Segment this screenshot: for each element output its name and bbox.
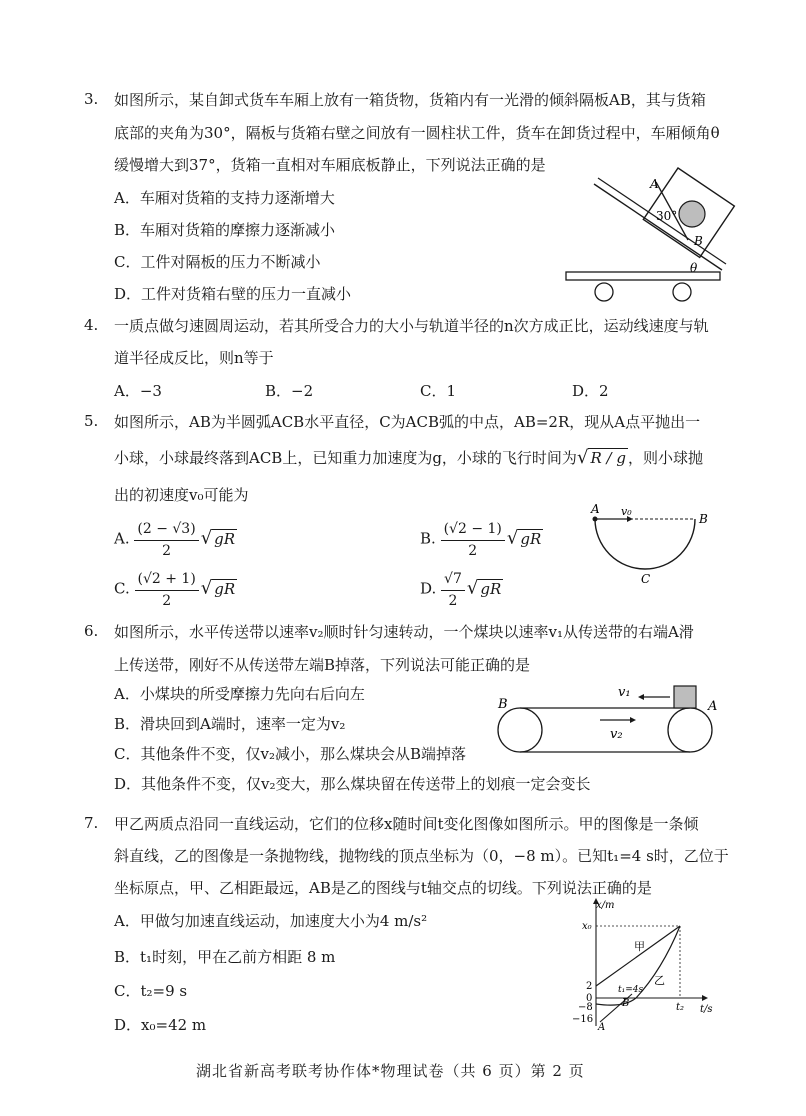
q6-option-d: D．其他条件不变，仅v₂变大，那么煤块留在传送带上的划痕一定会变长 [114, 775, 591, 793]
q5-root-expression: R / g [590, 449, 626, 467]
q6-number: 6. [84, 622, 99, 640]
q7-option-d: D．x₀=42 m [114, 1016, 207, 1034]
page-footer: 湖北省新高考联考协作体*物理试卷（共 6 页）第 2 页 [196, 1062, 585, 1080]
sqrt-icon: √ [576, 447, 589, 468]
q6-option-b: B．滑块回到A端时，速率一定为v₂ [114, 715, 346, 733]
q3-line-2: 底部的夹角为30°，隔板与货箱右壁之间放有一圆柱状工件，货车在卸货过程中，车厢倾角θ [114, 124, 720, 142]
q5-line-2-tail: ，则小球抛 [627, 449, 703, 467]
q5-option-a-label: A. [114, 529, 130, 548]
q3-option-c: C．工件对隔板的压力不断减小 [114, 253, 321, 271]
graph-label-t2: t₂ [676, 1002, 685, 1013]
graph-label-yi: 乙 [654, 974, 665, 987]
fig3-label-b: B [694, 234, 703, 248]
graph-tlabel: t/s [700, 1004, 713, 1015]
q6-option-a: A．小煤块的所受摩擦力先向右后向左 [114, 685, 365, 703]
q4-line-1: 一质点做匀速圆周运动，若其所受合力的大小与轨道半径的n次方成正比，运动线速度与轨 [114, 317, 709, 335]
graph-label-a: A [598, 1022, 606, 1033]
cylinder-workpiece [679, 201, 705, 227]
point-a [593, 517, 598, 522]
q5-option-d: D. $\frac{√7}{2}$ √ gR [420, 568, 503, 611]
fig5-label-a: A [591, 502, 600, 516]
q7-option-b: B．t₁时刻，甲在乙前方相距 8 m [114, 948, 336, 966]
q5-option-c: C. $\frac{(√2 + 1)}{2}$ √ gR [114, 568, 237, 611]
q3-line-1: 如图所示，某自卸式货车车厢上放有一箱货物，货箱内有一光滑的倾斜隔板AB，其与货箱 [114, 91, 706, 109]
q5-option-c-label: C. [114, 579, 130, 598]
fig6-label-b: B [498, 697, 508, 712]
q3-option-a: A．车厢对货箱的支持力逐渐增大 [114, 189, 335, 207]
q3-truck-figure [560, 170, 730, 305]
q7-option-c: C．t₂=9 s [114, 982, 188, 1000]
q3-number: 3. [84, 90, 99, 108]
graph-tick-m8: −8 [578, 1002, 593, 1013]
q5-option-d-fraction: $\frac{√7}{2}$ [441, 568, 465, 611]
graph-ylabel: x/m [596, 900, 615, 911]
q3-line-3: 缓慢增大到37°，货箱一直相对车厢底板静止，下列说法正确的是 [114, 156, 546, 174]
q5-number: 5. [84, 412, 99, 430]
q7-xt-graph [562, 898, 712, 1033]
line-jia [596, 926, 680, 986]
q5-line-3: 出的初速度v₀可能为 [114, 486, 249, 504]
q4-option-b: B．−2 [265, 382, 314, 400]
fig6-label-v1: v₁ [618, 685, 631, 700]
truck-wheel-right [673, 283, 691, 301]
q5-option-b-label: B. [420, 529, 436, 548]
q5-line-2 [114, 448, 703, 468]
q6-line-2: 上传送带，刚好不从传送带左端B掉落，下列说法可能正确的是 [114, 656, 531, 674]
fig6-label-v2: v₂ [610, 727, 623, 742]
q4-number: 4. [84, 316, 99, 334]
q5-option-a-fraction: $\frac{(2 - √3)}{2}$ [134, 518, 198, 561]
q5-line-1: 如图所示，AB为半圆弧ACB水平直径，C为ACB弧的中点，AB=2R，现从A点平抛出一 [114, 413, 701, 431]
q5-semicircle-figure [585, 502, 725, 590]
q5-option-b-fraction: $\frac{(√2 - 1)}{2}$ [441, 518, 505, 561]
q6-conveyor-figure [490, 680, 730, 760]
fig3-label-angle: 30° [656, 209, 678, 223]
q5-option-c-fraction: $\frac{(√2 + 1)}{2}$ [135, 568, 199, 611]
q4-option-a: A．−3 [114, 382, 162, 400]
fig3-label-theta: θ [690, 261, 698, 275]
fig5-label-b: B [699, 512, 708, 526]
q7-option-a: A．甲做匀加速直线运动，加速度大小为4 m/s² [114, 912, 428, 930]
q5-option-b: B. $\frac{(√2 - 1)}{2}$ √ gR [420, 518, 543, 561]
pulley-left [498, 708, 542, 752]
q7-number: 7. [84, 814, 99, 832]
q4-option-d: D．2 [572, 382, 609, 400]
graph-tick-0: 0 [586, 993, 593, 1004]
coal-block [674, 686, 696, 708]
fig6-label-a: A [708, 699, 718, 714]
pulley-right [668, 708, 712, 752]
q7-line-2: 斜直线，乙的图像是一条抛物线，抛物线的顶点坐标为（0，−8 m）。已知t₁=4 s时，乙位于 [114, 847, 729, 865]
q5-option-d-label: D. [420, 579, 437, 598]
q3-option-d: D．工件对货箱右壁的压力一直减小 [114, 285, 352, 303]
q7-line-3: 坐标原点，甲、乙相距最远，AB是乙的图线与t轴交点的切线。下列说法正确的是 [114, 879, 652, 897]
fig5-label-v0: v₀ [621, 505, 632, 518]
q4-line-2: 道半径成反比，则n等于 [114, 349, 274, 367]
graph-x0: x₀ [582, 921, 592, 932]
truck-wheel-left [595, 283, 613, 301]
arc-acb [595, 519, 695, 569]
q6-line-1: 如图所示，水平传送带以速率v₂顺时针匀速转动，一个煤块以速率v₁从传送带的右端A滑 [114, 623, 694, 641]
graph-label-b: B [622, 998, 630, 1009]
q3-option-b: B．车厢对货箱的摩擦力逐渐减小 [114, 221, 336, 239]
graph-label-jia: 甲 [634, 940, 645, 953]
q7-line-1: 甲乙两质点沿同一直线运动，它们的位移x随时间t变化图像如图所示。甲的图像是一条倾 [114, 815, 699, 833]
q5-line-2-text: 小球，小球最终落到ACB上，已知重力加速度为g，小球的飞行时间为 [114, 449, 577, 467]
q6-option-c: C．其他条件不变，仅v₂减小，那么煤块会从B端掉落 [114, 745, 466, 763]
fig3-label-a: A [650, 177, 659, 191]
q4-option-c: C．1 [420, 382, 457, 400]
graph-tick-m16: −16 [572, 1014, 594, 1025]
graph-label-t1: t₁=4s [618, 985, 644, 995]
fig5-label-c: C [641, 572, 651, 586]
q5-option-a: A. $\frac{(2 - √3)}{2}$ √ gR [114, 518, 237, 561]
graph-tick-2: 2 [586, 981, 593, 992]
